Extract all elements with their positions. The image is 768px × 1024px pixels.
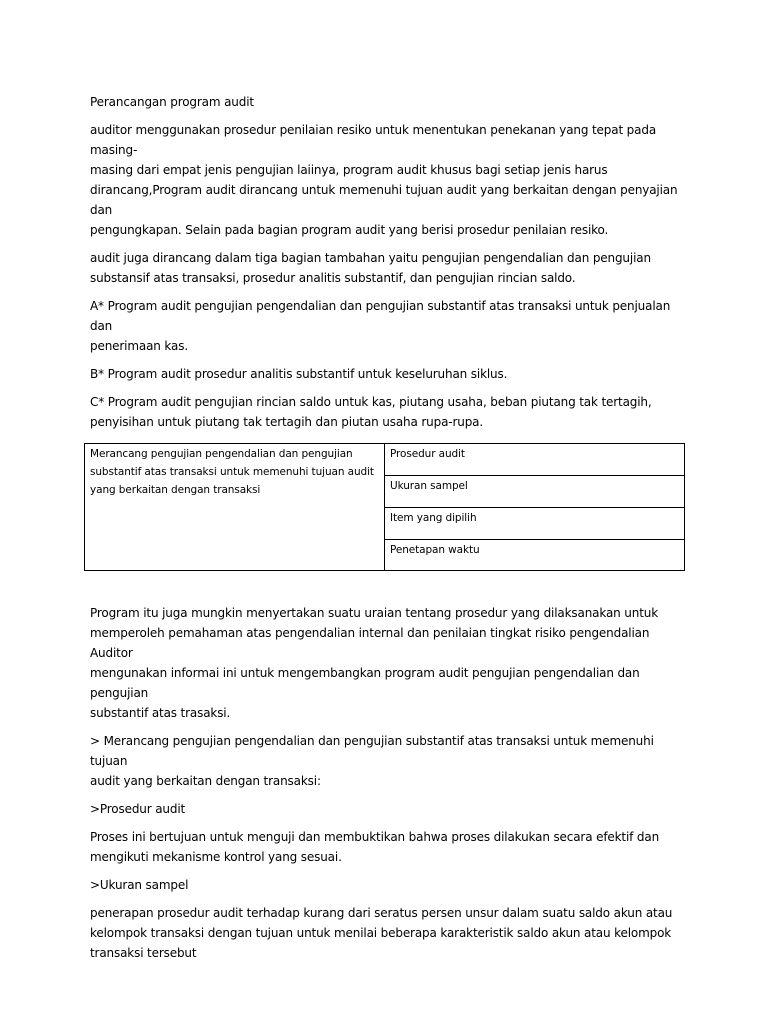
paragraph-design-heading: > Merancang pengujian pengendalian dan pengujian substantif atas transaksi untuk memenuhi tujuan audit yang berkaitan dengan transaksi: bbox=[90, 734, 654, 788]
table-cell-items-selected: Item yang dipilih bbox=[385, 508, 685, 540]
paragraph-item-c: C* Program audit pengujian rincian saldo untuk kas, piutang usaha, beban piutang tak tertagih, penyisihan untuk piutang tak tertagih dan piutan usaha rupa-rupa. bbox=[90, 395, 652, 429]
document-title: Perancangan program audit bbox=[90, 95, 254, 109]
paragraph-audit-procedure: Proses ini bertujuan untuk menguji dan membuktikan bahwa proses dilakukan secara efektif dan mengikuti mekanisme kontrol yang sesuai. bbox=[90, 830, 660, 864]
audit-program-table bbox=[84, 443, 685, 571]
paragraph-intro: auditor menggunakan prosedur penilaian resiko untuk menentukan penekanan yang tepat pada masing- masing dari empat jenis pengujian laiinya, program audit khusus bagi setiap jenis harus dirancang,Program audit dirancang untuk memenuhi tujuan audit yang berkaitan dengan penyajian dan pengungkapan. Selain pada bagian program audit yang berisi prosedur penilaian resiko. bbox=[90, 123, 678, 237]
document-upper-section bbox=[90, 92, 686, 440]
heading-audit-procedure: >Prosedur audit bbox=[90, 802, 186, 816]
paragraph-program-description: Program itu juga mungkin menyertakan suatu uraian tentang prosedur yang dilaksanakan untuk memperoleh pemahaman atas pengendalian internal dan penilaian tingkat risiko pengendalian Auditor mengunakan informai ini untuk mengembangkan program audit pengujian pengendalian dan pengujian substantif atas trasaksi. bbox=[90, 606, 659, 720]
table-cell-sample-size: Ukuran sampel bbox=[385, 476, 685, 508]
paragraph-three-parts: audit juga dirancang dalam tiga bagian tambahan yaitu pengujian pengendalian dan pengujian substansif atas transaksi, prosedur analitis substantif, dan pengujian rincian saldo. bbox=[90, 251, 651, 285]
paragraph-sample-size: penerapan prosedur audit terhadap kurang dari seratus persen unsur dalam suatu saldo akun atau kelompok transaksi dengan tujuan untuk menilai beberapa karakteristik saldo akun atau kelompok transaksi tersebut bbox=[90, 906, 673, 960]
table-cell-audit-procedure: Prosedur audit bbox=[385, 444, 685, 476]
table-row bbox=[85, 444, 685, 476]
heading-sample-size: >Ukuran sampel bbox=[90, 878, 189, 892]
table-cell-design-tests: Merancang pengujian pengendalian dan pengujian substantif atas transaksi untuk memenuhi tujuan audit yang berkaitan dengan transaksi bbox=[85, 444, 385, 571]
document-lower-section bbox=[90, 603, 690, 971]
paragraph-item-b: B* Program audit prosedur analitis substantif untuk keseluruhan siklus. bbox=[90, 367, 508, 381]
paragraph-item-a: A* Program audit pengujian pengendalian dan pengujian substantif atas transaksi untuk penjualan dan penerimaan kas. bbox=[90, 299, 671, 353]
table-cell-timing: Penetapan waktu bbox=[385, 540, 685, 571]
